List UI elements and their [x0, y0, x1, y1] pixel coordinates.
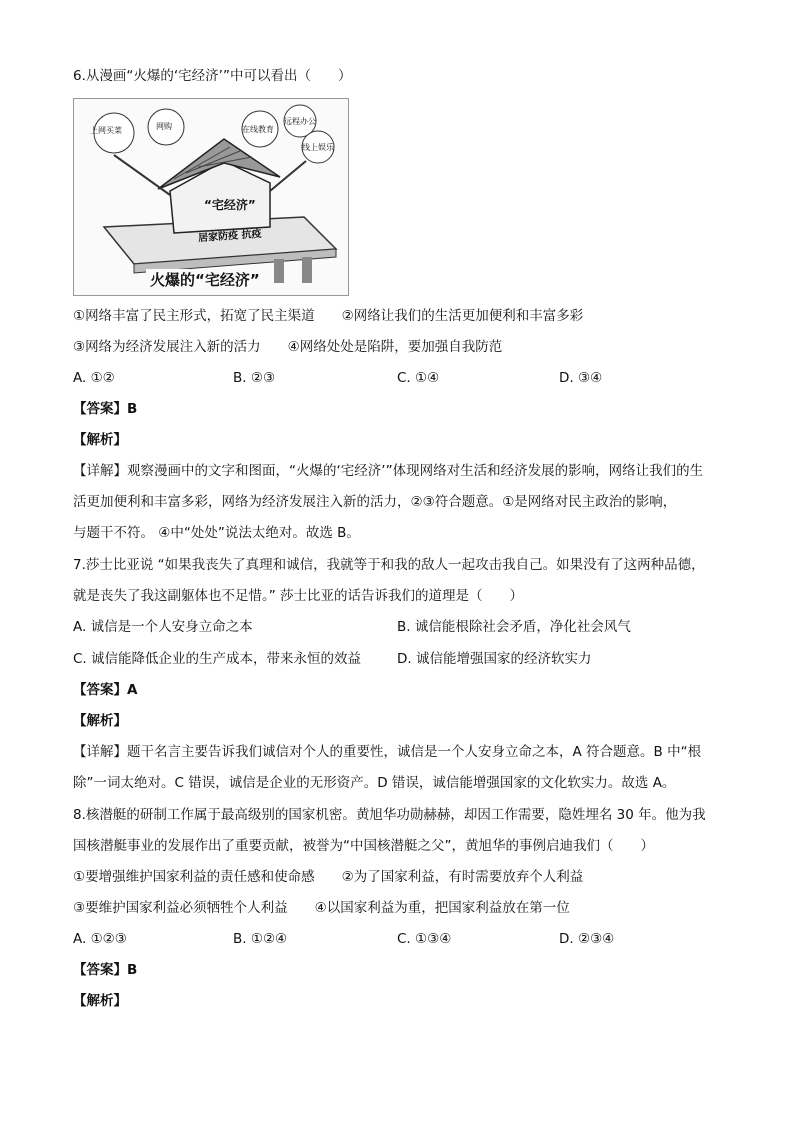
q7-stem-line-2: 就是丧失了我这副躯体也不足惜。” 莎士比亚的话告诉我们的道理是（ ）	[73, 588, 524, 604]
q6-option-c: C. ①④	[397, 370, 440, 386]
q8-stem-line-1: 8.核潜艇的研制工作属于最高级别的国家机密。黄旭华功勋赫赫，却因工作需要，隐姓埋名 30 年。他为我	[73, 807, 706, 823]
q6-option-d: D. ③④	[559, 370, 603, 386]
q7-stem-line-1: 7.莎士比亚说 “如果我丧失了真理和诚信，我就等于和我的敌人一起攻击我自己。如果没有了这两种品德，	[73, 557, 705, 573]
q8-option-b: B. ①②④	[233, 931, 288, 947]
house-label: “宅经济”	[204, 198, 256, 212]
q7-option-b: B. 诚信能根除社会矛盾，净化社会风气	[397, 619, 631, 635]
q6-statement-1: ①网络丰富了民主形式，拓宽了民主渠道 ②网络让我们的生活更加便利和丰富多彩	[73, 308, 584, 324]
q7-option-a: A. 诚信是一个人安身立命之本	[73, 619, 253, 635]
q8-option-d: D. ②③④	[559, 931, 615, 947]
q6-detail-line-2: 活更加便利和丰富多彩，网络为经济发展注入新的活力，②③符合题意。①是网络对民主政治的影响，	[73, 494, 677, 510]
cartoon-caption: 火爆的“宅经济”	[146, 269, 264, 290]
q8-option-c: C. ①③④	[397, 931, 452, 947]
q8-statement-2: ③要维护国家利益必须牺牲个人利益 ④以国家利益为重，把国家利益放在第一位	[73, 900, 570, 916]
q6-option-b: B. ②③	[233, 370, 276, 386]
q8-option-a: A. ①②③	[73, 931, 127, 947]
q8-stem-line-2: 国核潜艇事业的发展作出了重要贡献，被誉为“中国核潜艇之父”，黄旭华的事例启迪我们（ ）	[73, 838, 654, 854]
q6-detail-line-3: 与题干不符。 ④中“处处”说法太绝对。故选 B。	[73, 525, 360, 541]
q7-analysis-label: 【解析】	[73, 713, 127, 729]
q6-stem: 6.从漫画“火爆的‘宅经济’”中可以看出（ ）	[73, 68, 352, 84]
bubble-label-right-3: 线上娱乐	[302, 143, 334, 152]
q8-statement-1: ①要增强维护国家利益的责任感和使命感 ②为了国家利益，有时需要放弃个人利益	[73, 869, 584, 885]
bubble-label-left-2: 网购	[156, 122, 172, 131]
bubble-label-right-2: 远程办公	[284, 117, 316, 126]
bubble-label-left-1: 上网买菜	[90, 126, 122, 135]
q7-option-c: C. 诚信能降低企业的生产成本，带来永恒的效益	[73, 651, 362, 667]
tablet-label: 居家防疫 抗疫	[197, 228, 262, 245]
q6-analysis-label: 【解析】	[73, 432, 127, 448]
q8-analysis-label: 【解析】	[73, 993, 127, 1009]
q8-answer: 【答案】B	[73, 962, 138, 978]
q7-detail-line-2: 除”一词太绝对。C 错误，诚信是企业的无形资产。D 错误，诚信能增强国家的文化软实力。故选 A。	[73, 775, 676, 791]
q6-detail-line-1: 【详解】观察漫画中的文字和图面，“火爆的‘宅经济’”体现网络对生活和经济发展的影响，网络让我们的生	[73, 463, 704, 479]
q7-option-d: D. 诚信能增强国家的经济软实力	[397, 651, 592, 667]
q7-answer: 【答案】A	[73, 682, 138, 698]
q6-option-a: A. ①②	[73, 370, 115, 386]
q7-detail-line-1: 【详解】题干名言主要告诉我们诚信对个人的重要性，诚信是一个人安身立命之本，A 符合题意。B 中“根	[73, 744, 702, 760]
bubble-label-right-1: 在线教育	[242, 125, 274, 134]
q6-answer: 【答案】B	[73, 401, 138, 417]
q6-statement-2: ③网络为经济发展注入新的活力 ④网络处处是陷阱，要加强自我防范	[73, 339, 503, 355]
cartoon-image	[73, 98, 349, 296]
